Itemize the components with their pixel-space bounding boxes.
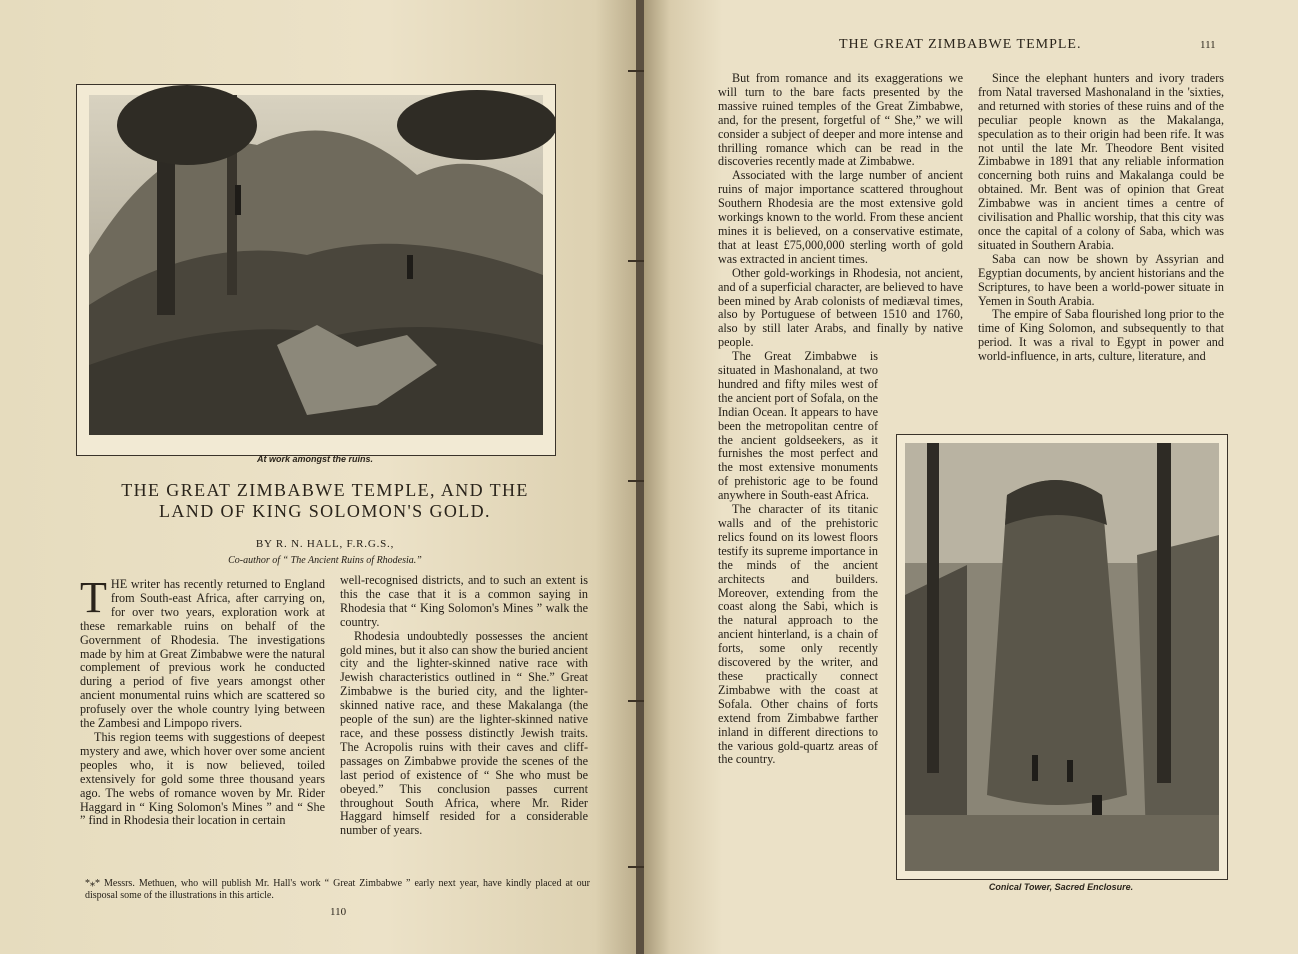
column-2 [340,574,588,838]
running-head: THE GREAT ZIMBABWE TEMPLE. [839,37,1082,52]
article-title-line2: LAND OF KING SOLOMON'S GOLD. [159,501,491,521]
ruins-photo [76,84,556,456]
conical-tower-photo-image [897,435,1227,879]
footnote: *⁎* Messrs. Methuen, who will publish Mr. Hall's work “ Great Zimbabwe ” early next year, have kindly placed at our disposal some of the illustrations in this article. [85,878,590,901]
column-1 [80,573,325,828]
ruins-photo-caption: At work amongst the ruins. [256,454,373,464]
paragraph: well-recognised districts, and to such an extent is this the case that it is a common saying in Rhodesia that “ King Solomon's Mines ” walk the country. [340,573,588,629]
byline: BY R. N. HALL, F.R.G.S., [255,538,395,550]
ruins-photo-image [77,85,555,455]
page-number-right: 111 [1200,39,1216,51]
drop-cap: T [80,573,107,622]
paragraph: Rhodesia undoubtedly possesses the ancient gold mines, but it also can show the buried ancient city and the lighter-skinned native race with Jewish characteristics outlined in “ She.” Great Zimbabwe is the buried city, and the lighter-skinned native race, and these Makalanga (the people of the sun) are the lighter-skinned native race, and these possess distinctly Jewish traits. The Acropolis ruins with their caves and cliff-passages on Zimbabwe provide the scenes of the last period of existence of “ She who must be obeyed.” This conclusion passes current throughout South Africa, where Mr. Rider Haggard himself resided for a considerable number of years. [340,628,588,838]
coauthor-credit: Co-author of “ The Ancient Ruins of Rhodesia.” [228,555,422,566]
paragraph: Since the elephant hunters and ivory traders from Natal traversed Mashonaland in the 'sixties, and returned with stories of these ruins and of the peculiar people known as the Makalanga, speculation as to their origin had been rife. It was not until the late Mr. Theodore Bent visited Zimbabwe in 1891 that any reliable information concerning both ruins and Makalanga could be obtained. Mr. Bent was of opinion that Great Zimbabwe was in ancient times a centre of civilisation and Phallic worship, that this city was once the capital of a colony of Saba, which was situated in Southern Arabia. [978,71,1224,252]
paragraph: The empire of Saba flourished long prior to the time of King Solomon, and subsequently to that period. It was a rival to Egypt in power and world-influence, in arts, culture, literature, and [978,307,1224,364]
paragraph: The character of its titanic walls and of the prehistoric relics found on its lowest floors testify its supreme importance in the minds of the ancient architects and builders. Moreover, extending from the coast along the Sabi, which is the natural approach to the ancient hinterland, is a chain of forts, some only recently discovered by the writer, and these practically connect Zimbabwe with the coast at Sofala. Other chains of forts extend from Zimbabwe farther inland in different directions to the various gold-quartz areas of the country. [718,502,878,767]
article-title-line1: THE GREAT ZIMBABWE TEMPLE, AND THE [121,480,529,500]
conical-tower-caption: Conical Tower, Sacred Enclosure. [988,882,1134,892]
column-4 [978,72,1224,364]
paragraph: Associated with the large number of ancient ruins of major importance scattered throughout Southern Rhodesia are the most extensive gold workings known to the world. From these ancient mines it is believed, on a conservative estimate, that at least £75,000,000 sterling worth of gold was extracted in ancient times. [718,168,963,266]
paragraph: This region teems with suggestions of deepest mystery and awe, which hover over some ancient peoples who, it is now believed, toiled extensively for gold some three thousand years ago. The webs of romance woven by Mr. Rider Haggard in “ King Solomon's Mines ” and “ She ” find in Rhodesia their location in certain [80,729,325,828]
paragraph-text: HE writer has recently returned to England from South-east Africa, after carrying on, for over two years, exploration work at these remarkable ruins on behalf of the Government of Rhodesia. The investigations made by him at Great Zimbabwe were the natural complement of previous work he conducted during a period of five years amongst other ancient monumental ruins which are scattered so profusely over the whole country lying between the Zambesi and Limpopo rivers. [80,577,325,731]
paragraph: Saba can now be shown by Assyrian and Egyptian documents, by ancient historians and the Scriptures, to have been a world-power situate in Yemen in South Arabia. [978,251,1224,308]
paragraph [80,573,325,731]
article-title [80,480,570,522]
left-page [0,0,640,954]
paragraph: But from romance and its exaggerations we will turn to the bare facts presented by the massive ruined temples of the Great Zimbabwe, and, for the present, forgetful of “ She,” we will consider a subject of deeper and more intense and thrilling romance which can be read in the discoveries recently made at Zimbabwe. [718,71,963,169]
right-page [644,0,1298,954]
page-number-left: 110 [330,906,347,918]
conical-tower-photo [896,434,1228,880]
paragraph: Other gold-workings in Rhodesia, not ancient, and of a superficial character, are believed to have been mined by Arab colonists of mediæval times, also by Portuguese of between 1510 and 1760, also by still later Arabs, and finally by native people. [718,265,963,350]
paragraph: The Great Zimbabwe is situated in Mashonaland, at two hundred and fifty miles west of the ancient port of Sofala, on the Indian Ocean. It appears to have been the metropolitan centre of the ancient goldseekers, as it furnishes the most perfect and the most extensive monuments of prehistoric age to be found anywhere in South-east Africa. [718,349,878,503]
